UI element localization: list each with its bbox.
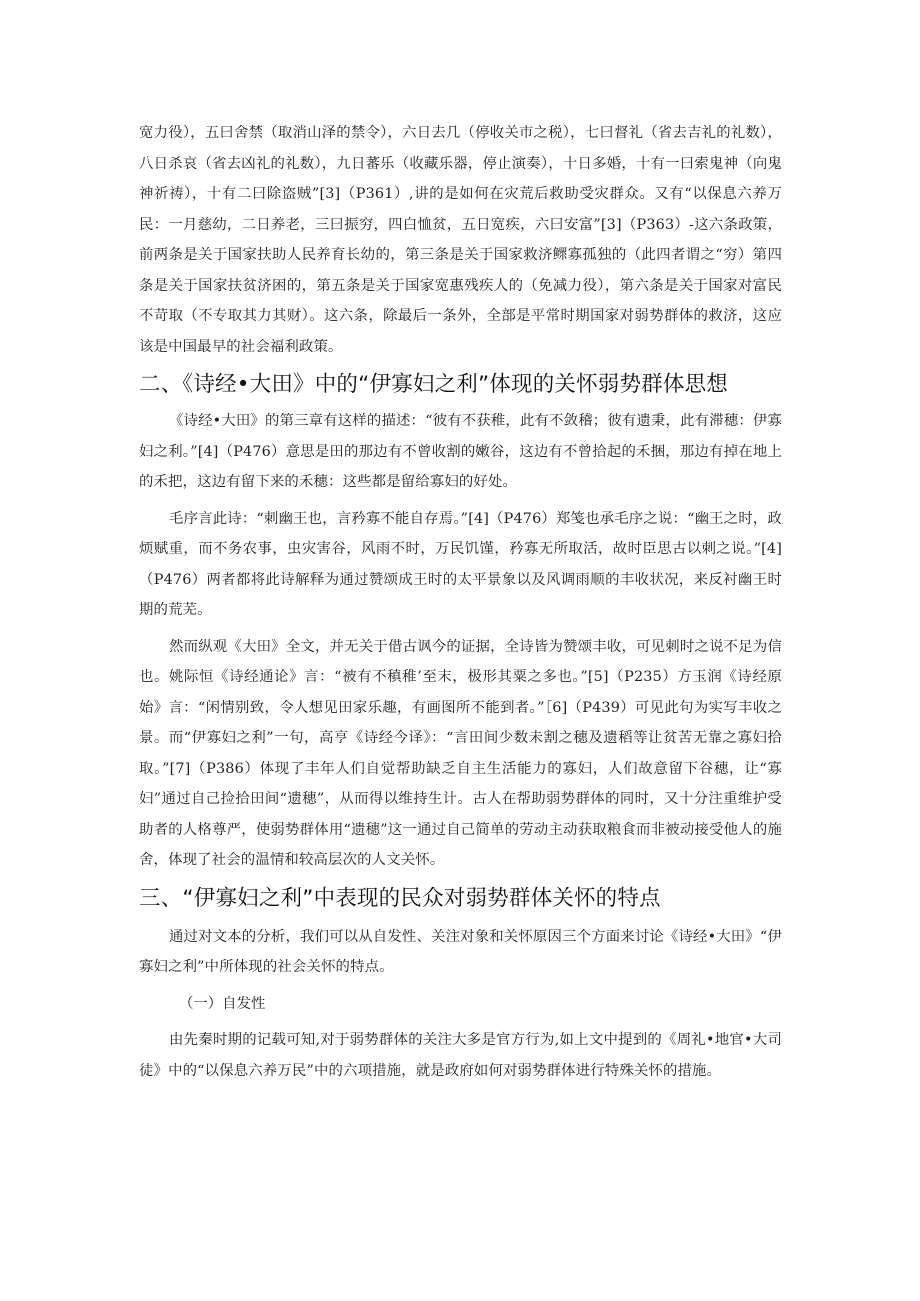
paragraph-datian-description: 《诗经•大田》的第三章有这样的描述：“彼有不获稚，此有不敛稽；彼有遗秉，此有滞穗：伊寡妇之利。”[4]（P476）意思是田的那边有不曾收割的嫩谷，这边有不曾拾起的禾捆，那边有掉在地上的禾把，这边有留下来的禾穗：这些都是留给寡妇的好处。 (139, 413, 782, 490)
paragraph-maoxu-interpretation: 毛序言此诗：“刺幽王也，言矜寡不能自存焉。”[4]（P476）郑笺也承毛序之说：“幽王之时，政烦赋重，而不务农事，虫灾害谷，风雨不时，万民饥馑，矜寡无所取活，故时臣思古以刺之说。”[4]（P476）两者都将此诗解释为通过赞颂成王时的太平景象以及风调雨顺的丰收状况，来反衬幽王时期的荒芜。 (139, 510, 782, 618)
section-heading-2: 二、《诗经•大田》中的“伊寡妇之利”体现的关怀弱势群体思想 (139, 372, 729, 397)
paragraph-official-measures: 由先秦时期的记载可知,对于弱势群体的关注大多是官方行为,如上文中提到的《周礼•地官•大司徒》中的“以保息六养万民”中的六项措施，就是政府如何对弱势群体进行特殊关怀的措施。 (139, 1032, 782, 1079)
paragraph-zhouli-policies: 宽力役），五曰舍禁（取消山泽的禁令），六日去几（停收关市之税），七曰督礼（省去吉礼的礼数），八日杀哀（省去凶礼的礼数），九日蕃乐（收藏乐器，停止演奏），十日多婚，十有一曰索鬼神（向鬼神祈祷），十有二曰除盗贼”[3]（P361）,讲的是如何在灾荒后救助受灾群众。又有“以保息六养万民：一月慈幼，二日养老，三曰振穷，四白恤贫，五日宽疾，六曰安富”[3]（P363）-这六条政策，前两条是关于国家扶助人民养育长幼的，第三条是关于国家救济鳏寡孤独的（此四者谓之“穷）第四条是关于国家扶贫济困的，第五条是关于国家宽惠残疾人的（免减力役），第六条是关于国家对富民不苛取（不专取其力其财）。这六条，除最后一条外，全部是平常时期国家对弱势群体的救济，这应该是中国最早的社会福利政策。 (139, 125, 782, 355)
paragraph-harvest-analysis: 然而纵观《大田》全文，并无关于借古讽今的证据，全诗皆为赞颂丰收，可见刺时之说不足为信也。姚际恒《诗经通论》言：“被有不稹稚’至末，极形其粟之多也。”[5]（P235）方玉润《诗经原始》言：“闲情别致，令人想见田家乐趣，有画图所不能到者。”［6]（P439）可见此句为实写丰收之景。而“伊寡妇之利”一句，高亨《诗经今译》：“言田间少数未割之穗及遗稻等让贫苦无靠之寡妇拾取。”[7]（P386）体现了丰年人们自觉帮助缺乏自主生活能力的寡妇，人们故意留下谷穗，让“寡妇”通过自己捡拾田间“遗穗”，从而得以维持生计。古人在帮助弱势群体的同时，又十分注重维护受助者的人格尊严，使弱势群体用“遗穗”这一通过自己简单的劳动主动获取粮食而非被动接受他人的施舍，体现了社会的温情和较高层次的人文关怀。 (139, 638, 782, 868)
section-heading-3: 三、“伊寡妇之利”中表现的民众对弱势群体关怀的特点 (139, 885, 661, 911)
paragraph-characteristics-intro: 通过对文本的分析，我们可以从自发性、关注对象和关怀原因三个方面来讨论《诗经•大田》“伊寡妇之利”中所体现的社会关怀的特点。 (139, 928, 782, 975)
subheading-spontaneity: （一）自发性 (179, 995, 266, 1012)
